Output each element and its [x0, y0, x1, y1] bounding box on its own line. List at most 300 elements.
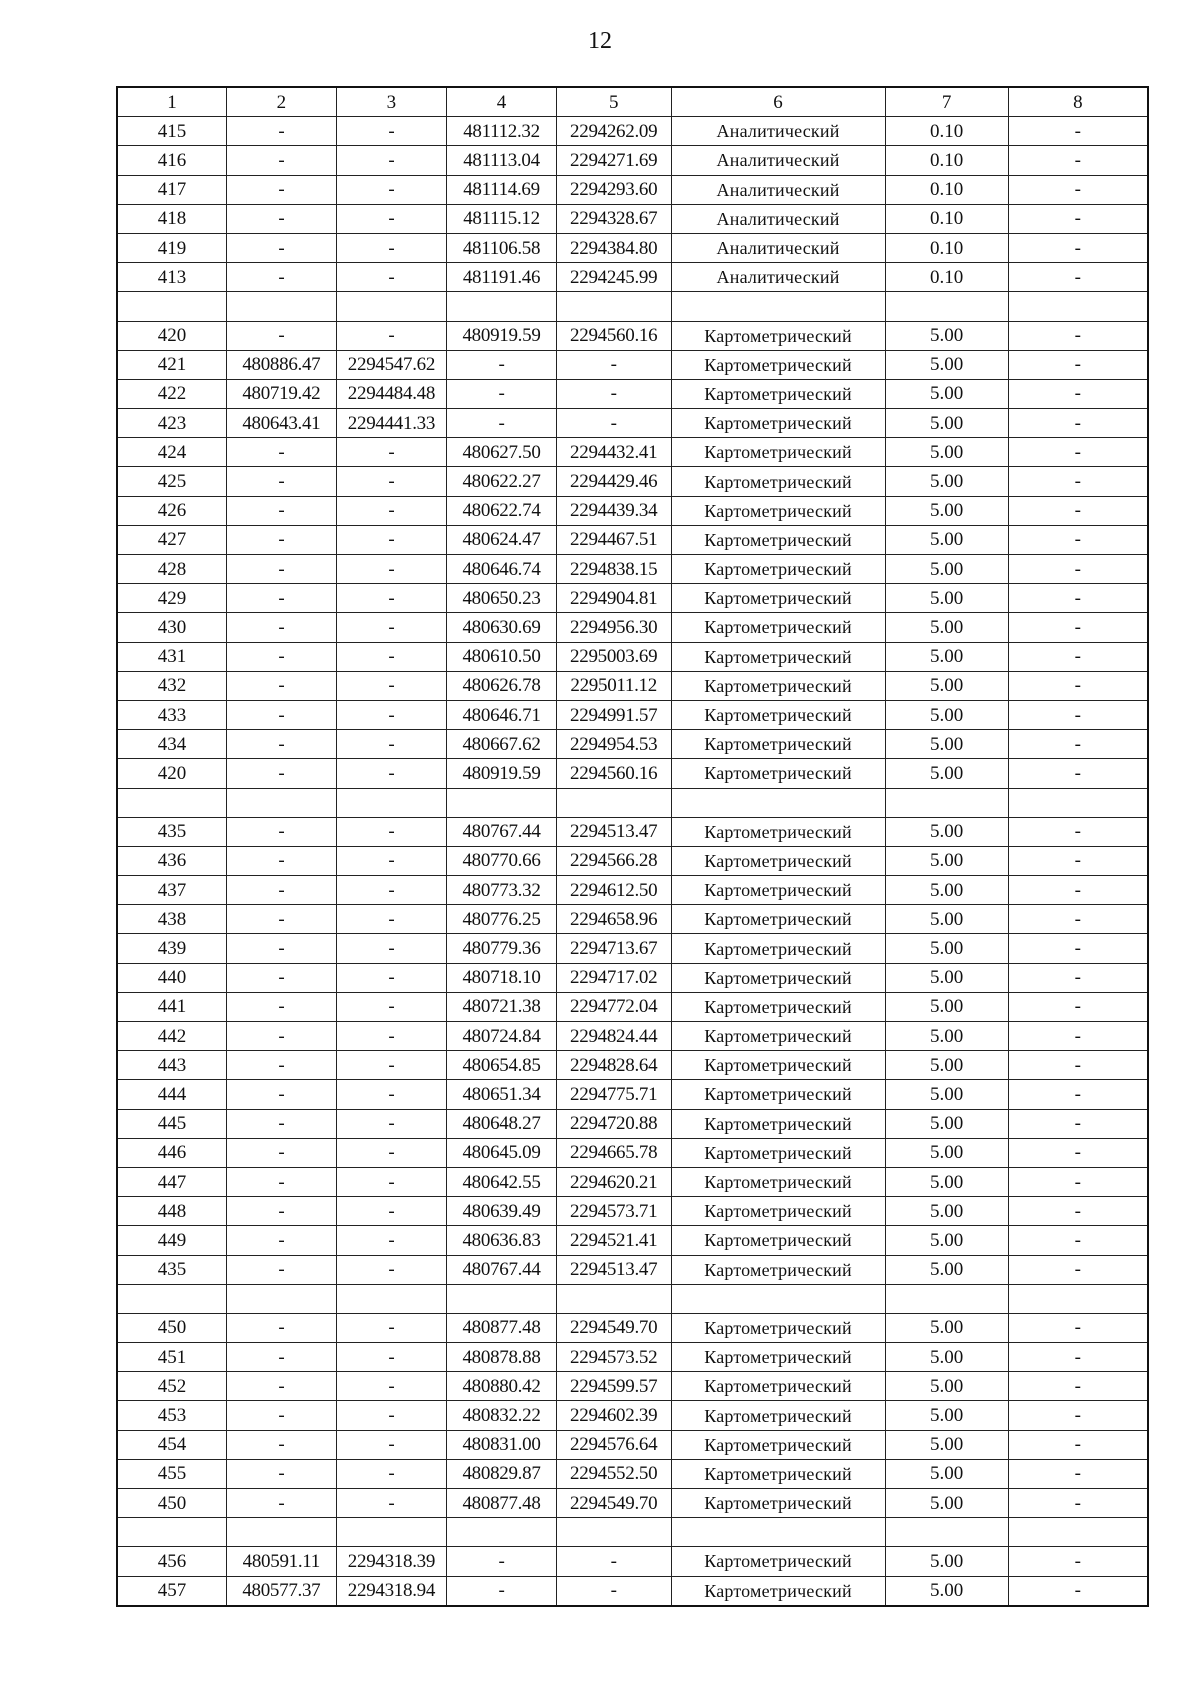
cell-old-x: -: [227, 321, 337, 350]
cell-old-y: 2294318.39: [336, 1547, 447, 1576]
cell-method: [671, 292, 885, 321]
coordinates-table: [116, 86, 1149, 1607]
cell-method: Картометрический: [671, 584, 885, 613]
cell-description: -: [1008, 1109, 1148, 1138]
cell-old-x: [227, 1518, 337, 1547]
cell-old-x: -: [227, 584, 337, 613]
table-header-row: [117, 87, 1148, 117]
cell-accuracy: 5.00: [885, 759, 1008, 788]
cell-new-y: 2294549.70: [556, 1313, 671, 1342]
cell-old-x: -: [227, 117, 337, 146]
cell-new-y: 2294904.81: [556, 584, 671, 613]
table-row: [117, 1313, 1148, 1342]
cell-old-y: -: [336, 730, 447, 759]
cell-new-y: [556, 292, 671, 321]
cell-new-x: -: [447, 350, 557, 379]
cell-point-number: 420: [117, 759, 227, 788]
cell-description: -: [1008, 525, 1148, 554]
cell-accuracy: 5.00: [885, 438, 1008, 467]
cell-method: Картометрический: [671, 1489, 885, 1518]
cell-old-x: -: [227, 671, 337, 700]
cell-point-number: 457: [117, 1576, 227, 1606]
cell-new-x: -: [447, 379, 557, 408]
cell-old-y: -: [336, 175, 447, 204]
cell-point-number: 453: [117, 1401, 227, 1430]
cell-old-y: [336, 788, 447, 817]
cell-method: Аналитический: [671, 233, 885, 262]
cell-accuracy: 5.00: [885, 350, 1008, 379]
cell-old-x: -: [227, 613, 337, 642]
table-row: [117, 379, 1148, 408]
cell-new-x: 480721.38: [447, 992, 557, 1021]
cell-old-x: -: [227, 1459, 337, 1488]
cell-method: Картометрический: [671, 1080, 885, 1109]
cell-new-x: 480622.74: [447, 496, 557, 525]
cell-new-x: -: [447, 409, 557, 438]
table-row: [117, 1401, 1148, 1430]
cell-description: -: [1008, 934, 1148, 963]
cell-description: -: [1008, 730, 1148, 759]
cell-accuracy: 5.00: [885, 1547, 1008, 1576]
cell-method: Картометрический: [671, 1401, 885, 1430]
cell-new-x: 481114.69: [447, 175, 557, 204]
cell-new-x: 481113.04: [447, 146, 557, 175]
cell-new-x: 480651.34: [447, 1080, 557, 1109]
cell-description: [1008, 1284, 1148, 1313]
cell-description: -: [1008, 350, 1148, 379]
table-row: [117, 1576, 1148, 1606]
cell-new-y: 2294828.64: [556, 1051, 671, 1080]
table-row: [117, 671, 1148, 700]
cell-point-number: 429: [117, 584, 227, 613]
cell-new-x: 480877.48: [447, 1489, 557, 1518]
cell-new-x: 480622.27: [447, 467, 557, 496]
cell-accuracy: 5.00: [885, 876, 1008, 905]
cell-method: Картометрический: [671, 1051, 885, 1080]
cell-description: [1008, 292, 1148, 321]
cell-description: -: [1008, 963, 1148, 992]
cell-point-number: 440: [117, 963, 227, 992]
cell-new-x: 480724.84: [447, 1022, 557, 1051]
cell-point-number: 431: [117, 642, 227, 671]
cell-method: Аналитический: [671, 117, 885, 146]
cell-old-x: -: [227, 963, 337, 992]
cell-old-y: -: [336, 671, 447, 700]
cell-point-number: 430: [117, 613, 227, 642]
cell-point-number: [117, 292, 227, 321]
cell-old-y: -: [336, 1489, 447, 1518]
cell-method: [671, 788, 885, 817]
cell-point-number: 446: [117, 1138, 227, 1167]
cell-description: -: [1008, 1343, 1148, 1372]
cell-old-x: 480719.42: [227, 379, 337, 408]
cell-point-number: 413: [117, 263, 227, 292]
cell-old-y: -: [336, 1401, 447, 1430]
cell-old-y: -: [336, 963, 447, 992]
cell-new-x: 480919.59: [447, 759, 557, 788]
cell-accuracy: 5.00: [885, 1255, 1008, 1284]
cell-accuracy: 5.00: [885, 934, 1008, 963]
cell-method: Картометрический: [671, 1109, 885, 1138]
cell-new-x: 480639.49: [447, 1197, 557, 1226]
cell-old-y: -: [336, 1343, 447, 1372]
cell-point-number: 451: [117, 1343, 227, 1372]
cell-new-x: 481191.46: [447, 263, 557, 292]
cell-description: -: [1008, 584, 1148, 613]
cell-new-x: 481115.12: [447, 204, 557, 233]
cell-point-number: 445: [117, 1109, 227, 1138]
cell-old-y: -: [336, 204, 447, 233]
cell-point-number: 415: [117, 117, 227, 146]
cell-new-y: 2294717.02: [556, 963, 671, 992]
cell-accuracy: 5.00: [885, 1576, 1008, 1606]
cell-new-y: 2294956.30: [556, 613, 671, 642]
table-row: [117, 204, 1148, 233]
table-row: [117, 876, 1148, 905]
cell-method: Картометрический: [671, 1138, 885, 1167]
cell-new-y: 2294521.41: [556, 1226, 671, 1255]
cell-new-x: [447, 788, 557, 817]
cell-method: Картометрический: [671, 379, 885, 408]
separator-row: [117, 1284, 1148, 1313]
cell-description: -: [1008, 1547, 1148, 1576]
cell-old-y: -: [336, 117, 447, 146]
cell-old-y: -: [336, 1167, 447, 1196]
table-row: [117, 146, 1148, 175]
cell-point-number: 423: [117, 409, 227, 438]
cell-new-x: 480648.27: [447, 1109, 557, 1138]
cell-new-y: 2294775.71: [556, 1080, 671, 1109]
cell-point-number: [117, 1518, 227, 1547]
cell-new-y: 2295003.69: [556, 642, 671, 671]
cell-new-y: [556, 1284, 671, 1313]
cell-new-y: 2294560.16: [556, 759, 671, 788]
cell-new-y: 2294384.80: [556, 233, 671, 262]
cell-accuracy: 5.00: [885, 1051, 1008, 1080]
cell-accuracy: 5.00: [885, 1109, 1008, 1138]
cell-old-x: -: [227, 905, 337, 934]
cell-old-y: -: [336, 321, 447, 350]
table-row: [117, 759, 1148, 788]
table-row: [117, 905, 1148, 934]
cell-point-number: 449: [117, 1226, 227, 1255]
cell-description: -: [1008, 1167, 1148, 1196]
cell-old-x: -: [227, 730, 337, 759]
cell-old-y: -: [336, 817, 447, 846]
cell-method: Картометрический: [671, 1167, 885, 1196]
cell-description: -: [1008, 321, 1148, 350]
cell-point-number: 442: [117, 1022, 227, 1051]
cell-accuracy: 5.00: [885, 992, 1008, 1021]
cell-new-x: 480919.59: [447, 321, 557, 350]
cell-method: Картометрический: [671, 409, 885, 438]
cell-old-y: -: [336, 1255, 447, 1284]
cell-point-number: 434: [117, 730, 227, 759]
cell-method: Картометрический: [671, 613, 885, 642]
cell-description: -: [1008, 905, 1148, 934]
cell-accuracy: 0.10: [885, 146, 1008, 175]
header-cell-6: 6: [671, 87, 885, 117]
table-row: [117, 1430, 1148, 1459]
cell-new-y: 2294573.71: [556, 1197, 671, 1226]
cell-accuracy: 5.00: [885, 1343, 1008, 1372]
table-row: [117, 1080, 1148, 1109]
cell-accuracy: 5.00: [885, 1080, 1008, 1109]
table-row: [117, 1138, 1148, 1167]
cell-method: Аналитический: [671, 263, 885, 292]
cell-old-x: 480577.37: [227, 1576, 337, 1606]
table-row: [117, 1051, 1148, 1080]
cell-old-y: -: [336, 934, 447, 963]
cell-description: [1008, 788, 1148, 817]
cell-accuracy: 5.00: [885, 1313, 1008, 1342]
cell-accuracy: 5.00: [885, 1138, 1008, 1167]
cell-new-y: 2294439.34: [556, 496, 671, 525]
separator-row: [117, 788, 1148, 817]
cell-old-x: -: [227, 700, 337, 729]
cell-point-number: 437: [117, 876, 227, 905]
cell-old-x: -: [227, 438, 337, 467]
cell-new-y: 2294576.64: [556, 1430, 671, 1459]
table-row: [117, 496, 1148, 525]
cell-description: -: [1008, 1372, 1148, 1401]
cell-point-number: 450: [117, 1313, 227, 1342]
cell-method: Картометрический: [671, 1343, 885, 1372]
cell-description: -: [1008, 409, 1148, 438]
cell-accuracy: 5.00: [885, 1430, 1008, 1459]
header-cell-8: 8: [1008, 87, 1148, 117]
cell-new-x: -: [447, 1576, 557, 1606]
cell-new-x: 480770.66: [447, 846, 557, 875]
cell-method: Картометрический: [671, 1430, 885, 1459]
cell-old-x: -: [227, 1343, 337, 1372]
cell-description: -: [1008, 1051, 1148, 1080]
separator-row: [117, 292, 1148, 321]
cell-method: [671, 1518, 885, 1547]
table-row: [117, 700, 1148, 729]
cell-old-x: -: [227, 992, 337, 1021]
cell-method: Картометрический: [671, 1547, 885, 1576]
cell-new-y: 2294293.60: [556, 175, 671, 204]
cell-point-number: 454: [117, 1430, 227, 1459]
cell-method: Картометрический: [671, 1226, 885, 1255]
header-cell-2: 2: [227, 87, 337, 117]
cell-description: -: [1008, 876, 1148, 905]
cell-new-y: 2294612.50: [556, 876, 671, 905]
cell-old-x: -: [227, 846, 337, 875]
table-row: [117, 525, 1148, 554]
cell-accuracy: [885, 788, 1008, 817]
cell-new-y: 2294566.28: [556, 846, 671, 875]
cell-point-number: 450: [117, 1489, 227, 1518]
cell-description: -: [1008, 1313, 1148, 1342]
cell-description: -: [1008, 555, 1148, 584]
cell-point-number: 432: [117, 671, 227, 700]
cell-description: -: [1008, 467, 1148, 496]
cell-description: -: [1008, 700, 1148, 729]
cell-accuracy: 5.00: [885, 467, 1008, 496]
cell-accuracy: 5.00: [885, 700, 1008, 729]
cell-new-y: [556, 1518, 671, 1547]
cell-new-y: 2294954.53: [556, 730, 671, 759]
cell-new-y: 2294328.67: [556, 204, 671, 233]
cell-old-x: -: [227, 1313, 337, 1342]
table-row: [117, 175, 1148, 204]
cell-new-x: [447, 1284, 557, 1313]
cell-description: -: [1008, 992, 1148, 1021]
cell-accuracy: 5.00: [885, 409, 1008, 438]
header-cell-3: 3: [336, 87, 447, 117]
cell-accuracy: [885, 1518, 1008, 1547]
table-row: [117, 1372, 1148, 1401]
cell-point-number: 426: [117, 496, 227, 525]
cell-old-x: -: [227, 1051, 337, 1080]
cell-point-number: 416: [117, 146, 227, 175]
cell-method: Картометрический: [671, 467, 885, 496]
cell-accuracy: 5.00: [885, 1459, 1008, 1488]
table-row: [117, 409, 1148, 438]
cell-description: -: [1008, 146, 1148, 175]
cell-point-number: 424: [117, 438, 227, 467]
cell-old-y: -: [336, 876, 447, 905]
cell-old-y: -: [336, 992, 447, 1021]
cell-old-x: -: [227, 467, 337, 496]
cell-new-y: 2294658.96: [556, 905, 671, 934]
cell-accuracy: 5.00: [885, 642, 1008, 671]
table-row: [117, 555, 1148, 584]
table-row: [117, 642, 1148, 671]
cell-old-y: -: [336, 1138, 447, 1167]
header-cell-5: 5: [556, 87, 671, 117]
cell-new-x: 480646.71: [447, 700, 557, 729]
separator-row: [117, 1518, 1148, 1547]
cell-method: Аналитический: [671, 204, 885, 233]
cell-point-number: 435: [117, 1255, 227, 1284]
cell-new-x: [447, 1518, 557, 1547]
cell-description: -: [1008, 1022, 1148, 1051]
cell-accuracy: 5.00: [885, 321, 1008, 350]
cell-new-x: 480829.87: [447, 1459, 557, 1488]
cell-new-y: 2294620.21: [556, 1167, 671, 1196]
cell-old-x: -: [227, 555, 337, 584]
table-row: [117, 817, 1148, 846]
cell-accuracy: 0.10: [885, 175, 1008, 204]
cell-new-x: 480630.69: [447, 613, 557, 642]
cell-old-y: 2294547.62: [336, 350, 447, 379]
cell-old-x: -: [227, 934, 337, 963]
cell-old-y: -: [336, 233, 447, 262]
cell-old-x: -: [227, 1489, 337, 1518]
cell-new-x: 480654.85: [447, 1051, 557, 1080]
cell-new-y: 2294262.09: [556, 117, 671, 146]
cell-method: Картометрический: [671, 992, 885, 1021]
cell-old-y: -: [336, 438, 447, 467]
cell-old-y: -: [336, 1197, 447, 1226]
cell-old-x: -: [227, 1109, 337, 1138]
cell-accuracy: 5.00: [885, 584, 1008, 613]
cell-old-x: -: [227, 1430, 337, 1459]
cell-new-y: 2294824.44: [556, 1022, 671, 1051]
cell-new-x: 480878.88: [447, 1343, 557, 1372]
cell-old-x: -: [227, 263, 337, 292]
cell-description: -: [1008, 379, 1148, 408]
cell-old-y: -: [336, 846, 447, 875]
cell-old-y: -: [336, 146, 447, 175]
cell-method: Картометрический: [671, 525, 885, 554]
cell-old-x: -: [227, 1372, 337, 1401]
table-row: [117, 1197, 1148, 1226]
cell-new-y: -: [556, 1547, 671, 1576]
cell-point-number: 433: [117, 700, 227, 729]
table-row: [117, 992, 1148, 1021]
cell-description: -: [1008, 438, 1148, 467]
cell-point-number: 428: [117, 555, 227, 584]
cell-point-number: 419: [117, 233, 227, 262]
cell-new-y: 2294245.99: [556, 263, 671, 292]
cell-old-x: -: [227, 1401, 337, 1430]
cell-old-y: -: [336, 1226, 447, 1255]
cell-old-x: -: [227, 759, 337, 788]
cell-method: Картометрический: [671, 1197, 885, 1226]
cell-accuracy: 0.10: [885, 233, 1008, 262]
cell-old-y: 2294318.94: [336, 1576, 447, 1606]
cell-point-number: 420: [117, 321, 227, 350]
cell-description: -: [1008, 175, 1148, 204]
cell-old-x: -: [227, 1022, 337, 1051]
cell-new-y: 2294467.51: [556, 525, 671, 554]
table-row: [117, 467, 1148, 496]
cell-new-y: 2294552.50: [556, 1459, 671, 1488]
cell-accuracy: 5.00: [885, 379, 1008, 408]
cell-description: -: [1008, 1489, 1148, 1518]
cell-new-x: 480767.44: [447, 1255, 557, 1284]
cell-method: Картометрический: [671, 350, 885, 379]
cell-description: -: [1008, 846, 1148, 875]
cell-old-x: -: [227, 1080, 337, 1109]
cell-new-x: 480832.22: [447, 1401, 557, 1430]
cell-description: -: [1008, 671, 1148, 700]
cell-old-y: [336, 1284, 447, 1313]
cell-old-x: [227, 1284, 337, 1313]
cell-point-number: 435: [117, 817, 227, 846]
cell-point-number: 417: [117, 175, 227, 204]
cell-accuracy: 5.00: [885, 846, 1008, 875]
cell-old-x: -: [227, 496, 337, 525]
cell-point-number: [117, 788, 227, 817]
cell-method: Картометрический: [671, 438, 885, 467]
cell-old-y: -: [336, 642, 447, 671]
cell-old-y: -: [336, 555, 447, 584]
cell-description: -: [1008, 117, 1148, 146]
cell-old-y: 2294441.33: [336, 409, 447, 438]
cell-new-x: 480610.50: [447, 642, 557, 671]
cell-old-x: [227, 788, 337, 817]
cell-old-x: -: [227, 1197, 337, 1226]
table-row: [117, 350, 1148, 379]
cell-old-y: -: [336, 584, 447, 613]
cell-description: -: [1008, 759, 1148, 788]
cell-method: Картометрический: [671, 1255, 885, 1284]
cell-old-x: 480886.47: [227, 350, 337, 379]
cell-old-y: -: [336, 496, 447, 525]
cell-new-x: 480636.83: [447, 1226, 557, 1255]
cell-point-number: 444: [117, 1080, 227, 1109]
cell-method: Картометрический: [671, 642, 885, 671]
cell-old-y: [336, 1518, 447, 1547]
table-row: [117, 1459, 1148, 1488]
cell-new-x: 480776.25: [447, 905, 557, 934]
cell-new-x: 480779.36: [447, 934, 557, 963]
